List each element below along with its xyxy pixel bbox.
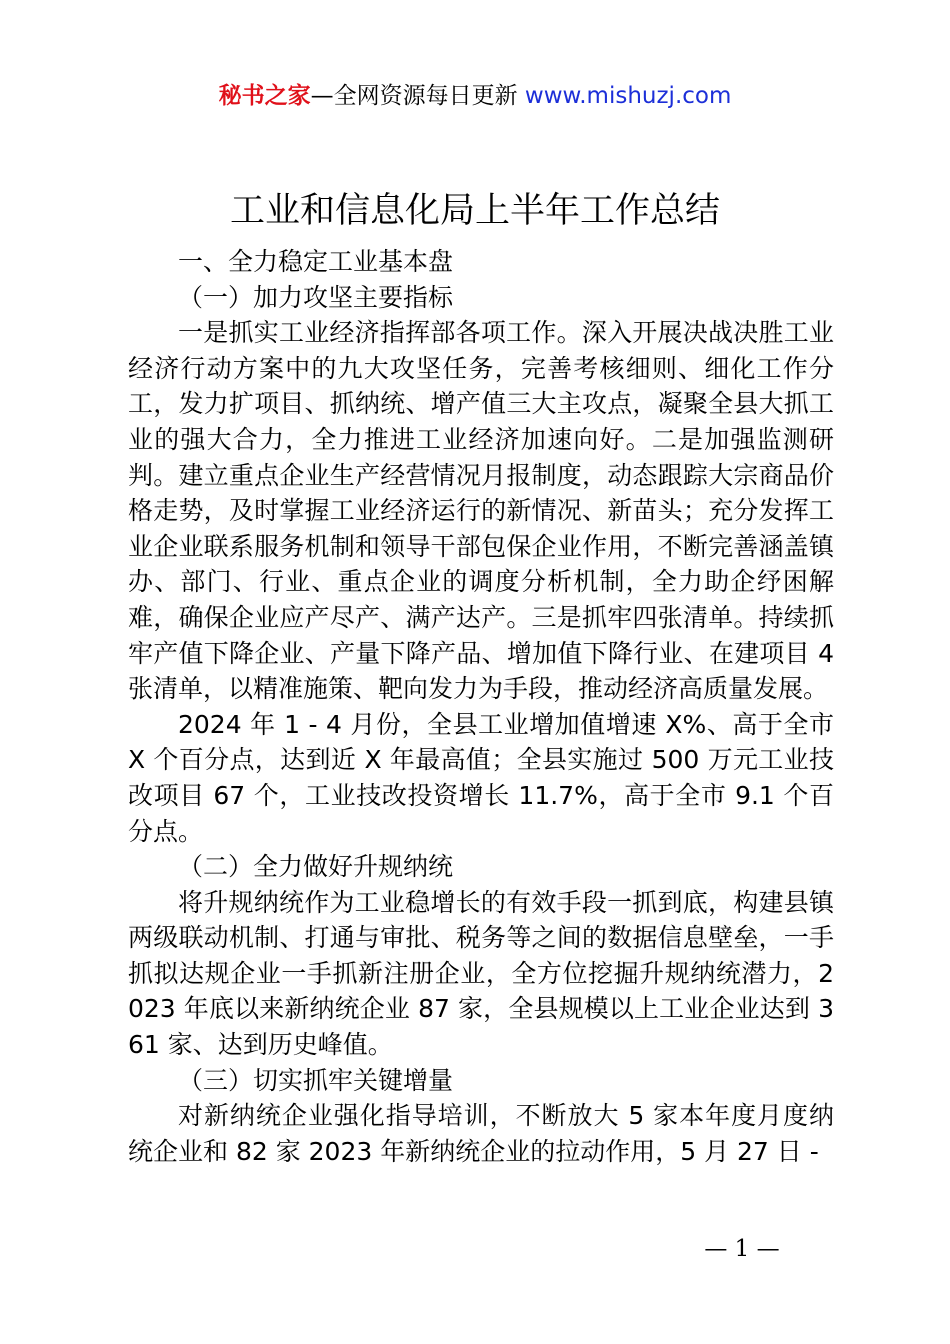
subsection-heading: （二）全力做好升规纳统	[178, 852, 454, 882]
body-paragraph: 一是抓实工业经济指挥部各项工作。深入开展决战决胜工业经济行动方案中的九大攻坚任务，完善考核细则、细化工作分工，发力扩项目、抓纳统、增产值三大主攻点，凝聚全县大抓工业的强大合力，全力推进工业经济加速向好。二是加强监测研判。建立重点企业生产经营情况月报制度，动态跟踪大宗商品价格走势，及时掌握工业经济运行的新情况、新苗头；充分发挥工业企业联系服务机制和领导干部包保企业作用，不断完善涵盖镇办、部门、行业、重点企业的调度分析机制，全力助企纾困解难，确保企业应产尽产、满产达产。三是抓牢四张清单。持续抓牢产值下降企业、产量下降产品、增加值下降行业、在建项目 4 张清单，以精准施策、靶向发力为手段，推动经济高质量发展。	[128, 318, 834, 704]
site-url-link[interactable]: www.mishuzj.com	[524, 83, 732, 109]
site-header	[0, 80, 950, 112]
document-title: 工业和信息化局上半年工作总结	[229, 191, 720, 231]
body-paragraph: 对新纳统企业强化指导培训，不断放大 5 家本年度月度纳统企业和 82 家 2023 年新纳统企业的拉动作用，5 月 27 日 -	[128, 1101, 834, 1166]
page-number: — 1 —	[704, 1236, 780, 1262]
document-body	[128, 244, 834, 1169]
subsection-heading: （三）切实抓牢关键增量	[178, 1065, 454, 1095]
brand-name: 秘书之家	[218, 83, 311, 109]
subsection-heading: （一）加力攻坚主要指标	[178, 282, 454, 312]
section-heading: 一、全力稳定工业基本盘	[178, 247, 454, 276]
body-paragraph: 将升规纳统作为工业稳增长的有效手段一抓到底，构建县镇两级联动机制、打通与审批、税务等之间的数据信息壁垒，一手抓拟达规企业一手抓新注册企业，全方位挖掘升规纳统潜力，2023 年底以来新纳统企业 87 家，全县规模以上工业企业达到 361 家、达到历史峰值。	[128, 887, 834, 1060]
header-slogan: —全网资源每日更新	[310, 83, 525, 109]
body-paragraph: 2024 年 1 - 4 月份，全县工业增加值增速 X%、高于全市 X 个百分点，达到近 X 年最高值；全县实施过 500 万元工业技改项目 67 个，工业技改投资增长 11.7%，高于全市 9.1 个百分点。	[128, 709, 834, 846]
